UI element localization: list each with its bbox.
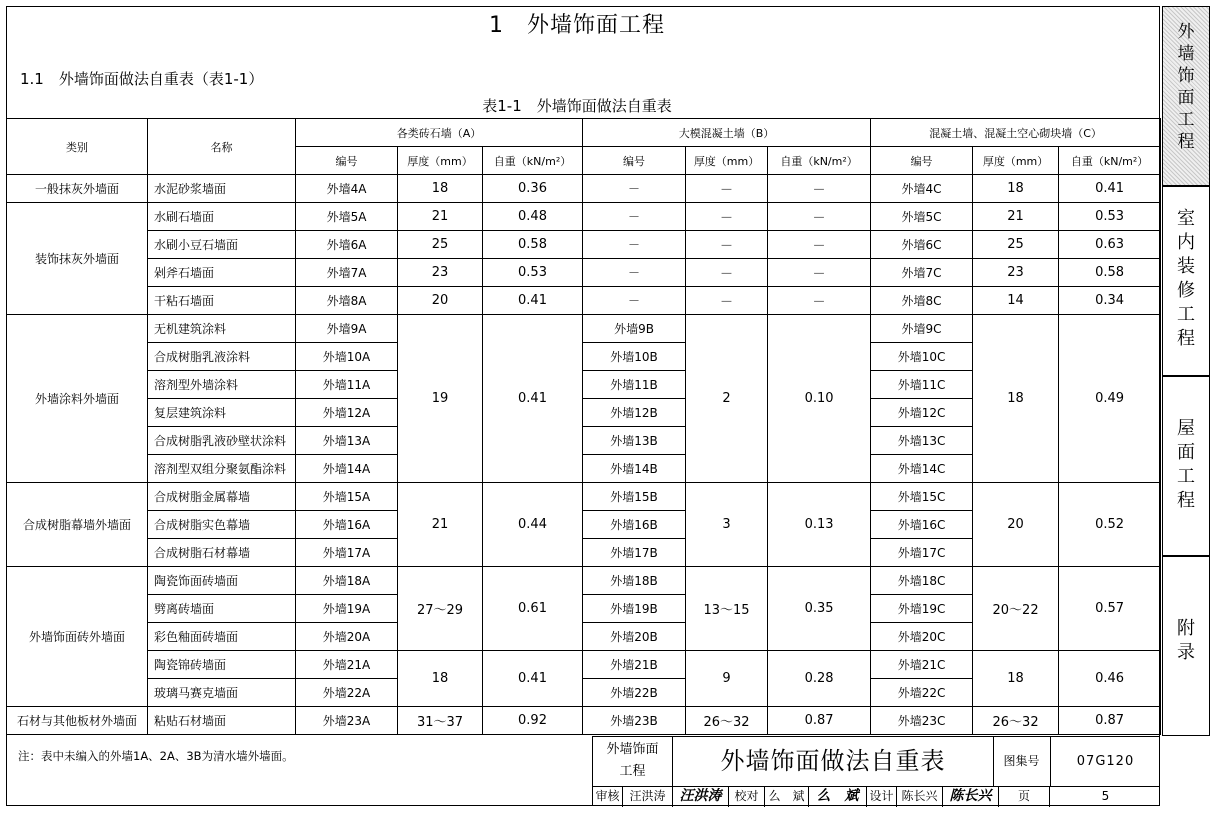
thickness-a-cell: 19 [398,315,483,483]
header-category: 类别 [7,119,148,175]
name-cell: 无机建筑涂料 [148,315,296,343]
weight-c-cell: 0.49 [1059,315,1161,483]
category-cell: 一般抹灰外墙面 [7,175,148,203]
header-name: 名称 [148,119,296,175]
thickness-b-cell: － [686,259,768,287]
code-b-cell: 外墙21B [583,651,686,679]
table-row [7,287,1161,315]
code-c-cell: 外墙17C [871,539,973,567]
weight-b-cell: － [768,259,871,287]
code-a-cell: 外墙18A [296,567,398,595]
code-b-cell: 外墙19B [583,595,686,623]
code-c-cell: 外墙15C [871,483,973,511]
weight-a-cell: 0.58 [483,231,583,259]
code-c-cell: 外墙19C [871,595,973,623]
weight-c-cell: 0.46 [1059,651,1161,707]
name-cell: 溶剂型双组分聚氨酯涂料 [148,455,296,483]
tab-roofing[interactable] [1162,376,1210,556]
weight-a-cell: 0.41 [483,651,583,707]
designer-signature: 陈长兴 [943,786,999,807]
name-cell: 合成树脂乳液砂壁状涂料 [148,427,296,455]
title-block-category [593,737,673,786]
section-title: 1.1 外墙饰面做法自重表（表1-1） [20,70,264,88]
code-c-cell: 外墙9C [871,315,973,343]
thickness-c-cell: 20 [973,483,1059,567]
code-c-cell: 外墙21C [871,651,973,679]
checker-name: 么 斌 [765,786,809,807]
category-cell: 石材与其他板材外墙面 [7,707,148,735]
code-c-cell: 外墙18C [871,567,973,595]
header-group-b: 大模混凝土墙（B） [583,119,871,147]
checker-signature: 么 斌 [809,786,867,807]
thickness-c-cell: 14 [973,287,1059,315]
header-thickness-a: 厚度（mm） [398,147,483,175]
weight-a-cell: 0.48 [483,203,583,231]
weight-c-cell: 0.52 [1059,483,1161,567]
weight-b-cell: － [768,175,871,203]
thickness-c-cell: 18 [973,175,1059,203]
page-title: 1 外墙饰面工程 [489,13,665,38]
table-row [7,175,1161,203]
thickness-b-cell: － [686,287,768,315]
header-weight-b: 自重（kN/m²） [768,147,871,175]
code-b-cell: 外墙16B [583,511,686,539]
name-cell: 陶瓷饰面砖墙面 [148,567,296,595]
header-weight-a: 自重（kN/m²） [483,147,583,175]
name-cell: 水刷石墙面 [148,203,296,231]
thickness-c-cell: 25 [973,231,1059,259]
weight-c-cell: 0.58 [1059,259,1161,287]
thickness-a-cell: 31～37 [398,707,483,735]
code-a-cell: 外墙7A [296,259,398,287]
code-a-cell: 外墙10A [296,343,398,371]
thickness-a-cell: 27～29 [398,567,483,651]
weight-a-cell: 0.61 [483,567,583,651]
header-code-b: 编号 [583,147,686,175]
code-b-cell: － [583,259,686,287]
weight-c-cell: 0.34 [1059,287,1161,315]
weight-a-cell: 0.41 [483,315,583,483]
name-cell: 溶剂型外墙涂料 [148,371,296,399]
name-cell: 水刷小豆石墙面 [148,231,296,259]
name-cell: 剁斧石墙面 [148,259,296,287]
code-b-cell: － [583,287,686,315]
code-b-cell: 外墙12B [583,399,686,427]
code-a-cell: 外墙17A [296,539,398,567]
header-weight-c: 自重（kN/m²） [1059,147,1161,175]
code-b-cell: 外墙23B [583,707,686,735]
tab-interior-decoration[interactable] [1162,186,1210,376]
side-tab-strip [1162,6,1222,806]
category-cell: 外墙饰面砖外墙面 [7,567,148,707]
code-b-cell: 外墙22B [583,679,686,707]
title-block [592,736,1160,806]
code-b-cell: 外墙10B [583,343,686,371]
name-cell: 陶瓷锦砖墙面 [148,651,296,679]
thickness-b-cell: － [686,203,768,231]
weight-b-cell: 0.28 [768,651,871,707]
weight-b-cell: 0.10 [768,315,871,483]
name-cell: 复层建筑涂料 [148,399,296,427]
designer-name: 陈长兴 [897,786,943,807]
code-a-cell: 外墙5A [296,203,398,231]
reviewer-name: 汪洪涛 [623,786,673,807]
thickness-a-cell: 18 [398,651,483,707]
table-row [7,651,1161,679]
code-a-cell: 外墙20A [296,623,398,651]
weight-a-cell: 0.36 [483,175,583,203]
code-a-cell: 外墙23A [296,707,398,735]
code-a-cell: 外墙12A [296,399,398,427]
code-a-cell: 外墙8A [296,287,398,315]
code-a-cell: 外墙13A [296,427,398,455]
code-c-cell: 外墙20C [871,623,973,651]
weight-c-cell: 0.87 [1059,707,1161,735]
title-block-title: 外墙饰面做法自重表 [673,737,994,786]
code-c-cell: 外墙22C [871,679,973,707]
code-c-cell: 外墙4C [871,175,973,203]
tab-roofing-label: 屋面工程 [1177,418,1195,511]
thickness-c-cell: 21 [973,203,1059,231]
thickness-a-cell: 20 [398,287,483,315]
thickness-b-cell: － [686,175,768,203]
code-c-cell: 外墙8C [871,287,973,315]
table-caption: 表1-1 外墙饰面做法自重表 [482,97,672,115]
page-label: 页 [999,786,1050,807]
name-cell: 彩色釉面砖墙面 [148,623,296,651]
thickness-b-cell: 2 [686,315,768,483]
weight-b-cell: 0.13 [768,483,871,567]
code-c-cell: 外墙10C [871,343,973,371]
tab-exterior-wall[interactable] [1162,6,1210,186]
thickness-b-cell: 3 [686,483,768,567]
weight-a-cell: 0.53 [483,259,583,287]
code-c-cell: 外墙23C [871,707,973,735]
header-code-c: 编号 [871,147,973,175]
weight-b-cell: 0.35 [768,567,871,651]
atlas-number: 07G120 [1076,754,1135,769]
weight-a-cell: 0.92 [483,707,583,735]
page-number: 5 [1101,789,1110,803]
thickness-b-cell: 26～32 [686,707,768,735]
thickness-a-cell: 18 [398,175,483,203]
code-a-cell: 外墙16A [296,511,398,539]
name-cell: 合成树脂乳液涂料 [148,343,296,371]
title-block-header [593,737,1160,787]
signature-row [593,786,1161,807]
code-c-cell: 外墙5C [871,203,973,231]
thickness-b-cell: 9 [686,651,768,707]
header-group-a: 各类砖石墙（A） [296,119,583,147]
table-row [7,203,1161,231]
weight-b-cell: － [768,287,871,315]
category-cell: 外墙涂料外墙面 [7,315,148,483]
code-b-cell: － [583,231,686,259]
weight-b-cell: 0.87 [768,707,871,735]
code-b-cell: 外墙13B [583,427,686,455]
thickness-a-cell: 21 [398,483,483,567]
weight-table [6,118,1161,735]
thickness-b-cell: 13～15 [686,567,768,651]
weight-a-cell: 0.44 [483,483,583,567]
header-group-c: 混凝土墙、混凝土空心砌块墙（C） [871,119,1161,147]
thickness-c-cell: 18 [973,651,1059,707]
header-code-a: 编号 [296,147,398,175]
thickness-c-cell: 26～32 [973,707,1059,735]
weight-b-cell: － [768,203,871,231]
title-block-category-line2: 工程 [619,764,646,779]
table-row [7,567,1161,595]
reviewer-signature: 汪洪涛 [673,786,729,807]
check-label: 校对 [729,786,765,807]
code-b-cell: 外墙9B [583,315,686,343]
weight-c-cell: 0.63 [1059,231,1161,259]
table-row [7,231,1161,259]
tab-interior-decoration-label: 室内装修工程 [1177,208,1195,349]
tab-appendix-label: 附录 [1177,618,1195,663]
thickness-a-cell: 25 [398,231,483,259]
thickness-c-cell: 18 [973,315,1059,483]
code-a-cell: 外墙6A [296,231,398,259]
code-a-cell: 外墙15A [296,483,398,511]
name-cell: 水泥砂浆墙面 [148,175,296,203]
name-cell: 合成树脂金属幕墙 [148,483,296,511]
title-block-category-line1: 外墙饰面 [606,742,659,757]
code-b-cell: 外墙20B [583,623,686,651]
code-a-cell: 外墙19A [296,595,398,623]
table-row [7,259,1161,287]
thickness-b-cell: － [686,231,768,259]
design-label: 设计 [867,786,897,807]
name-cell: 干粘石墙面 [148,287,296,315]
thickness-c-cell: 20～22 [973,567,1059,651]
table-row [7,483,1161,511]
code-c-cell: 外墙12C [871,399,973,427]
code-b-cell: 外墙14B [583,455,686,483]
review-label: 审核 [593,786,623,807]
table-row [7,707,1161,735]
code-c-cell: 外墙16C [871,511,973,539]
code-a-cell: 外墙22A [296,679,398,707]
code-c-cell: 外墙11C [871,371,973,399]
category-cell: 合成树脂幕墙外墙面 [7,483,148,567]
code-c-cell: 外墙7C [871,259,973,287]
weight-c-cell: 0.57 [1059,567,1161,651]
name-cell: 玻璃马赛克墙面 [148,679,296,707]
atlas-label: 图集号 [993,737,1051,786]
table-row [7,315,1161,343]
weight-c-cell: 0.53 [1059,203,1161,231]
name-cell: 劈离砖墙面 [148,595,296,623]
code-b-cell: － [583,175,686,203]
code-c-cell: 外墙14C [871,455,973,483]
code-a-cell: 外墙14A [296,455,398,483]
header-thickness-c: 厚度（mm） [973,147,1059,175]
code-b-cell: 外墙15B [583,483,686,511]
table-note: 注：表中未编入的外墙1A、2A、3B为清水墙外墙面。 [18,749,294,763]
name-cell: 合成树脂石材幕墙 [148,539,296,567]
weight-a-cell: 0.41 [483,287,583,315]
tab-appendix[interactable] [1162,556,1210,736]
weight-c-cell: 0.41 [1059,175,1161,203]
code-b-cell: － [583,203,686,231]
thickness-a-cell: 21 [398,203,483,231]
name-cell: 粘贴石材墙面 [148,707,296,735]
code-c-cell: 外墙6C [871,231,973,259]
code-b-cell: 外墙18B [583,567,686,595]
code-b-cell: 外墙17B [583,539,686,567]
tab-exterior-wall-label: 外墙饰面工程 [1177,22,1195,152]
code-c-cell: 外墙13C [871,427,973,455]
code-a-cell: 外墙9A [296,315,398,343]
weight-b-cell: － [768,231,871,259]
code-a-cell: 外墙4A [296,175,398,203]
code-a-cell: 外墙11A [296,371,398,399]
code-b-cell: 外墙11B [583,371,686,399]
header-thickness-b: 厚度（mm） [686,147,768,175]
name-cell: 合成树脂实色幕墙 [148,511,296,539]
category-cell: 装饰抹灰外墙面 [7,203,148,315]
thickness-a-cell: 23 [398,259,483,287]
thickness-c-cell: 23 [973,259,1059,287]
code-a-cell: 外墙21A [296,651,398,679]
